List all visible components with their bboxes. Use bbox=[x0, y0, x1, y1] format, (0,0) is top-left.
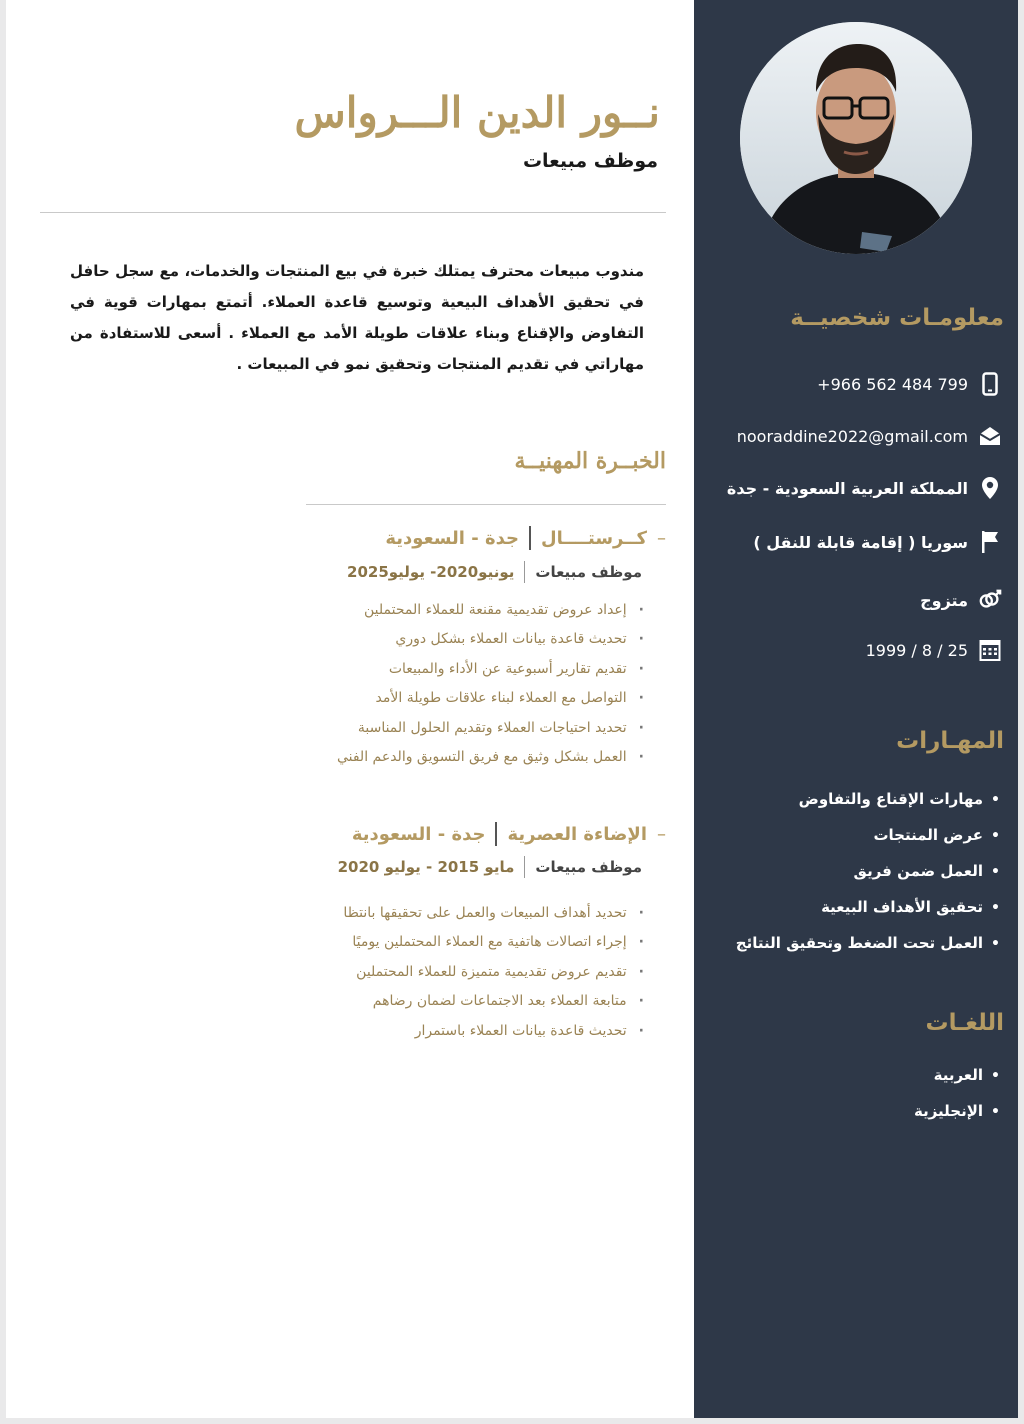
separator bbox=[524, 856, 525, 878]
full-name: نــور الدين الـــرواس bbox=[294, 88, 660, 137]
task-item: · تقديم عروض تقديمية متميزة للعملاء المحتملين bbox=[343, 958, 644, 987]
task-item: · إعداد عروض تقديمية مقنعة للعملاء المحتملين bbox=[337, 596, 644, 625]
company-location: جدة - السعودية bbox=[351, 823, 486, 845]
task-item: · إجراء اتصالات هاتفية مع العملاء المحتملين يوميًا bbox=[343, 928, 644, 957]
location-text: المملكة العربية السعودية - جدة bbox=[726, 478, 968, 498]
company-line bbox=[385, 526, 666, 550]
company-name: الإضاءة العصرية bbox=[507, 823, 647, 845]
skill-item: • عرض المنتجات bbox=[736, 817, 1000, 853]
email-address[interactable]: nooraddine2022@gmail.com bbox=[736, 426, 968, 446]
job-dates: يونيو2020- يوليو2025 bbox=[347, 563, 515, 581]
location-row bbox=[727, 474, 1002, 502]
phone-icon bbox=[978, 372, 1002, 396]
marital-row bbox=[920, 586, 1002, 614]
envelope-icon bbox=[978, 424, 1002, 448]
gender-icon bbox=[978, 588, 1002, 612]
company-location: جدة - السعودية bbox=[385, 527, 519, 549]
skill-item: • العمل تحت الضغط وتحقيق النتائج bbox=[736, 925, 1000, 961]
marital-status: متزوج bbox=[920, 590, 968, 610]
role-title: موظف مبيعات bbox=[535, 563, 642, 581]
nationality-row bbox=[753, 528, 1002, 556]
job-dates: مايو 2015 - يوليو 2020 bbox=[337, 858, 515, 876]
separator bbox=[495, 822, 497, 846]
dash-mark: – bbox=[657, 823, 666, 845]
separator bbox=[524, 561, 525, 583]
profile-summary: مندوب مبيعات محترف يمتلك خبرة في بيع المنتجات والخدمات، مع سجل حافل في تحقيق الأهداف البيعية وتوسيع قاعدة العملاء. أتمتع بمهارات قوية في التفاوض والإقناع وبناء علاقات طويلة الأمد مع العملاء . أسعى للاستفادة من مهاراتي في تقديم المنتجات وتحقيق نمو في المبيعات . bbox=[70, 262, 644, 373]
sidebar bbox=[694, 0, 1018, 1418]
birthdate: 1999 / 8 / 25 bbox=[865, 640, 968, 660]
role-line bbox=[338, 856, 642, 878]
email-row bbox=[737, 422, 1002, 450]
location-pin-icon bbox=[978, 476, 1002, 500]
dash-mark: – bbox=[657, 527, 666, 549]
flag-icon bbox=[978, 530, 1002, 554]
task-item: · التواصل مع العملاء لبناء علاقات طويلة الأمد bbox=[337, 684, 644, 713]
experience-divider bbox=[306, 504, 666, 505]
header-divider bbox=[40, 212, 666, 213]
skill-item: • العمل ضمن فريق bbox=[736, 853, 1000, 889]
phone-row bbox=[817, 370, 1002, 398]
task-item: · تحديد احتياجات العملاء وتقديم الحلول المناسبة bbox=[337, 714, 644, 743]
company-line bbox=[352, 822, 666, 846]
personal-info-heading: معلومـات شخصيــة bbox=[790, 305, 1004, 331]
task-item: · متابعة العملاء بعد الاجتماعات لضمان رضاهم bbox=[343, 987, 644, 1016]
nationality-text: سوريا ( إقامة قابلة للنقل ) bbox=[753, 532, 968, 552]
experience-heading: الخبــرة المهنيــة bbox=[514, 448, 666, 474]
language-item: • العربية bbox=[914, 1057, 1000, 1093]
job-title: موظف مبيعات bbox=[522, 150, 658, 172]
task-item: · تقديم تقارير أسبوعية عن الأداء والمبيعات bbox=[337, 655, 644, 684]
skill-item: • مهارات الإقناع والتفاوض bbox=[736, 781, 1000, 817]
role-title: موظف مبيعات bbox=[535, 858, 642, 876]
birthdate-row bbox=[866, 636, 1002, 664]
phone-number[interactable]: +966 562 484 799 bbox=[817, 374, 968, 394]
skills-list bbox=[736, 781, 1000, 961]
languages-list bbox=[914, 1057, 1000, 1129]
skill-item: • تحقيق الأهداف البيعية bbox=[736, 889, 1000, 925]
job-tasks bbox=[343, 899, 644, 1046]
task-item: · العمل بشكل وثيق مع فريق التسويق والدعم الفني bbox=[337, 743, 644, 772]
task-item: · تحديث قاعدة بيانات العملاء بشكل دوري bbox=[337, 625, 644, 654]
company-name: كــرستــــال bbox=[540, 527, 647, 549]
main-content bbox=[40, 0, 666, 1418]
task-item: · تحديد أهداف المبيعات والعمل على تحقيقها بانتظا bbox=[343, 899, 644, 928]
calendar-icon bbox=[978, 638, 1002, 662]
task-item: · تحديث قاعدة بيانات العملاء باستمرار bbox=[343, 1017, 644, 1046]
role-line bbox=[347, 561, 642, 583]
job-tasks bbox=[337, 596, 644, 772]
resume-page bbox=[6, 0, 1018, 1418]
languages-heading: اللغـات bbox=[925, 1010, 1004, 1036]
skills-heading: المهـارات bbox=[896, 728, 1004, 754]
language-item: • الإنجليزية bbox=[914, 1093, 1000, 1129]
profile-photo bbox=[740, 22, 972, 254]
separator bbox=[529, 526, 531, 550]
